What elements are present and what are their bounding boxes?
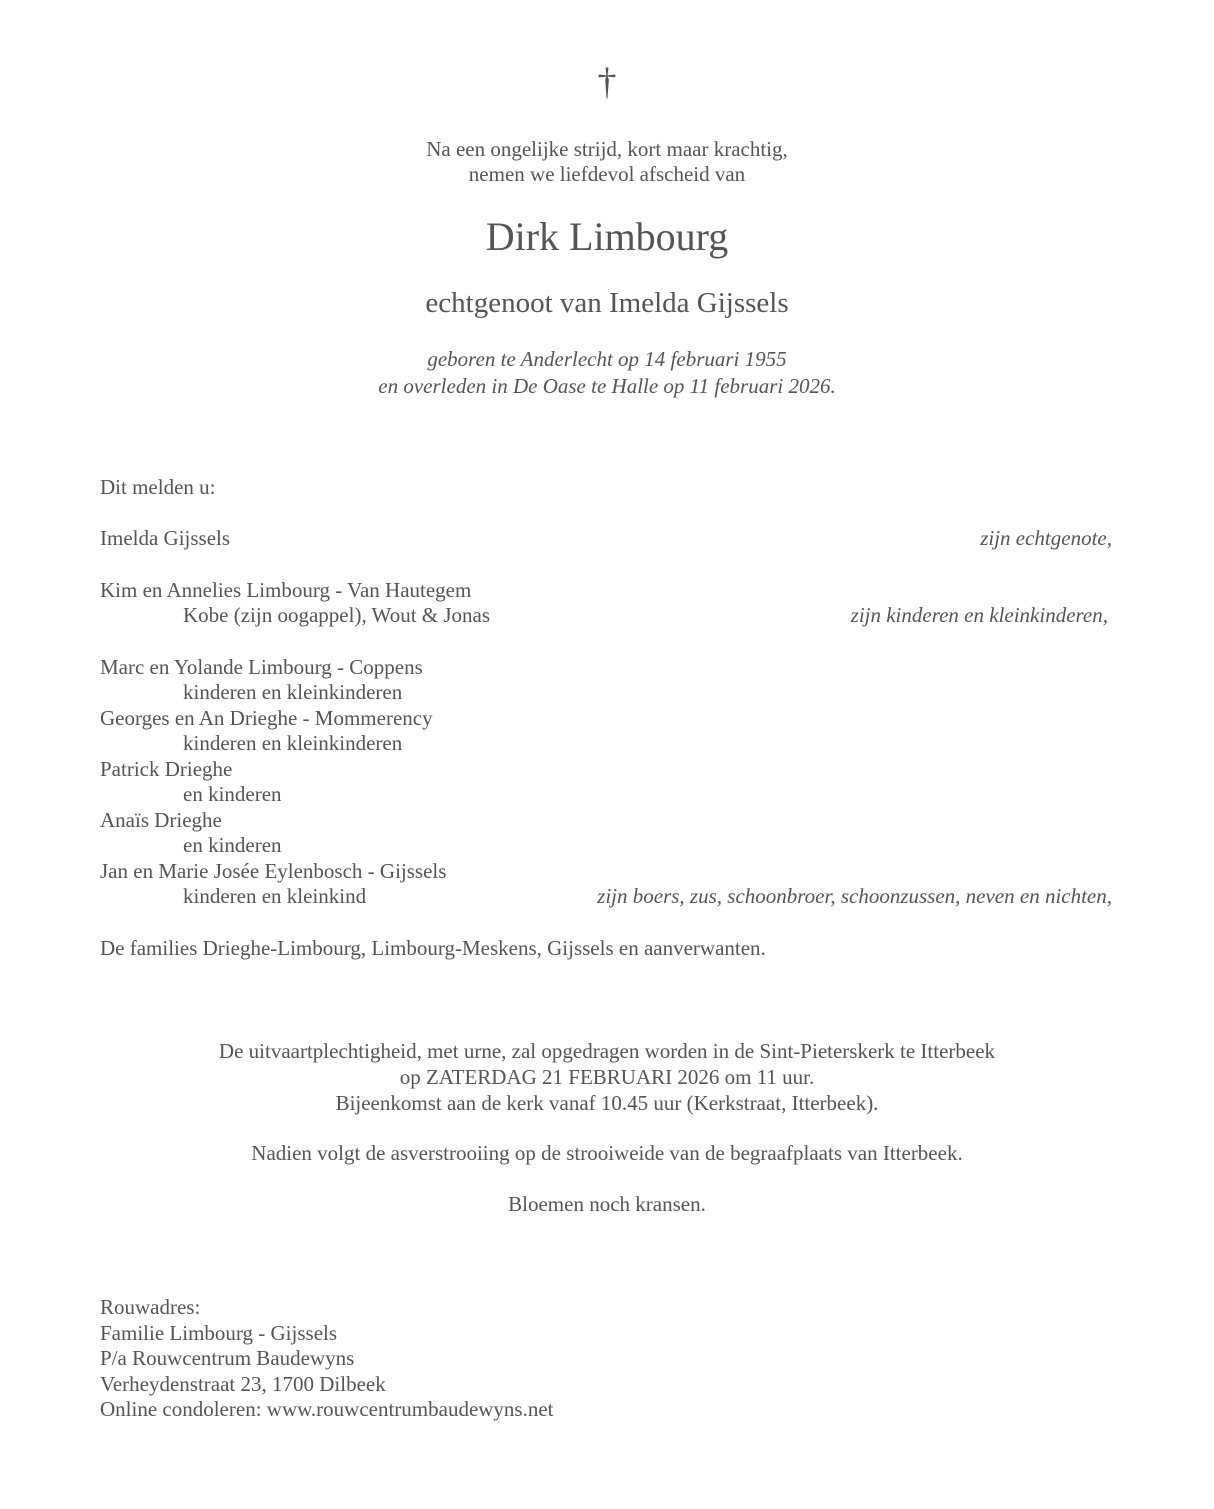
deceased-name: Dirk Limbourg: [485, 214, 729, 259]
spouse-role: zijn echtgenote,: [980, 526, 1112, 550]
flowers-note: Bloemen noch kransen.: [508, 1192, 706, 1216]
families-line: De families Drieghe-Limbourg, Limbourg-Meskens, Gijssels en aanverwanten.: [100, 936, 766, 960]
relative-name: Patrick Drieghe: [100, 757, 233, 781]
intro-line-2: nemen we liefdevol afscheid van: [468, 162, 746, 186]
ceremony-line-1: De uitvaartplechtigheid, met urne, zal opgedragen worden in de Sint-Pieterskerk te Itterbeek: [218, 1039, 996, 1063]
children-role: zijn kinderen en kleinkinderen,: [850, 603, 1108, 627]
address-line-3: Verheydenstraat 23, 1700 Dilbeek: [100, 1371, 386, 1396]
intro-line-1: Na een ongelijke strijd, kort maar krachtig,: [426, 137, 788, 161]
relative-sub: kinderen en kleinkind: [183, 884, 367, 908]
relative-name: Jan en Marie Josée Eylenbosch - Gijssels: [100, 859, 447, 883]
scattering-note: Nadien volgt de asverstrooiing op de strooiweide van de begraafplaats van Itterbeek.: [251, 1141, 963, 1165]
birth-line: geboren te Anderlecht op 14 februari 1955: [427, 347, 787, 371]
relatives-role: zijn boers, zus, schoonbroer, schoonzussen, neven en nichten,: [597, 884, 1112, 908]
address-block: [100, 1295, 554, 1423]
ceremony-line-2: op ZATERDAG 21 FEBRUARI 2026 om 11 uur.: [399, 1065, 815, 1089]
relative-name: Georges en An Drieghe - Mommerency: [100, 706, 433, 730]
spouse-name: Imelda Gijssels: [100, 526, 231, 550]
address-line-1: Familie Limbourg - Gijssels: [100, 1320, 338, 1345]
children-name: Kim en Annelies Limbourg - Van Hautegem: [100, 578, 472, 602]
relative-sub: kinderen en kleinkinderen: [183, 731, 403, 755]
address-line-4: Online condoleren: www.rouwcentrumbaudewyns.net: [100, 1397, 554, 1421]
relative-name: Marc en Yolande Limbourg - Coppens: [100, 655, 423, 679]
birth-death-info: [0, 346, 1214, 400]
relative-sub: kinderen en kleinkinderen: [183, 680, 403, 704]
ceremony-info: [0, 1038, 1214, 1116]
death-line: en overleden in De Oase te Halle op 11 februari 2026.: [378, 374, 836, 398]
announcement-intro: Dit melden u:: [100, 475, 216, 499]
cross-icon: †: [597, 61, 617, 103]
spouse-line: echtgenoot van Imelda Gijssels: [425, 287, 789, 319]
ceremony-line-3: Bijeenkomst aan de kerk vanaf 10.45 uur (Kerkstraat, Itterbeek).: [335, 1091, 879, 1115]
relative-sub: en kinderen: [183, 782, 282, 806]
address-label: Rouwadres:: [100, 1295, 201, 1319]
grandchildren-names: Kobe (zijn oogappel), Wout & Jonas: [183, 603, 491, 627]
intro-text: [0, 137, 1214, 187]
relative-name: Anaïs Drieghe: [100, 808, 222, 832]
address-line-2: P/a Rouwcentrum Baudewyns: [100, 1346, 355, 1370]
relative-sub: en kinderen: [183, 833, 282, 857]
